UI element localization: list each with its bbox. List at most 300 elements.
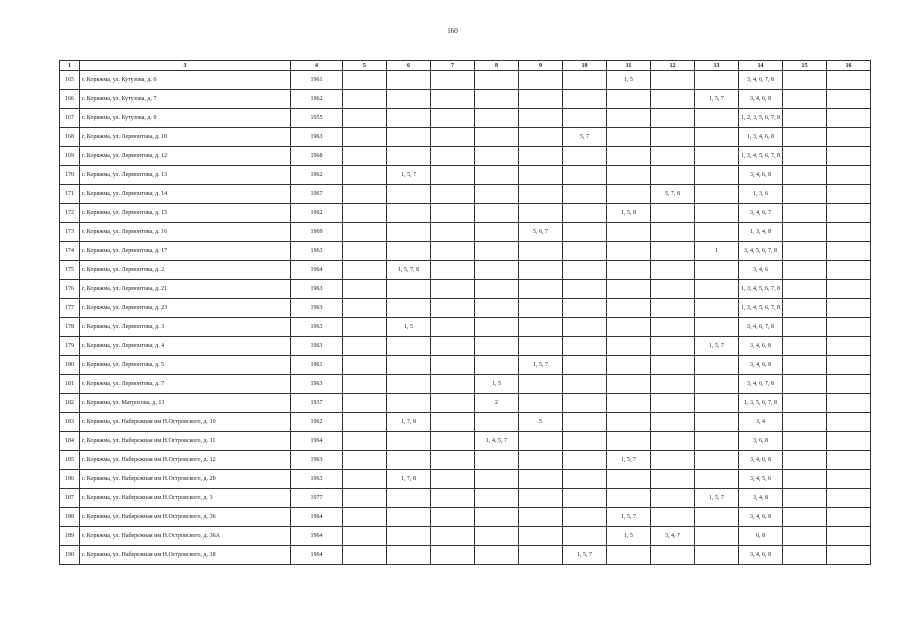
table-cell xyxy=(695,470,739,489)
table-cell xyxy=(475,128,519,147)
table-row xyxy=(60,242,871,261)
table-cell xyxy=(519,204,563,223)
table-cell: 1, 5, 7 xyxy=(607,451,651,470)
table-cell xyxy=(651,394,695,413)
table-cell xyxy=(695,318,739,337)
row-number-cell: 174 xyxy=(60,242,80,261)
table-cell xyxy=(651,451,695,470)
table-cell xyxy=(783,71,827,90)
table-cell xyxy=(827,318,871,337)
row-number-cell: 189 xyxy=(60,527,80,546)
row-number-cell: 168 xyxy=(60,128,80,147)
table-cell xyxy=(651,318,695,337)
table-cell xyxy=(651,109,695,128)
table-cell xyxy=(563,204,607,223)
table-cell: 3, 6, 8 xyxy=(739,432,783,451)
table-cell: 1, 5 xyxy=(607,527,651,546)
table-cell xyxy=(607,147,651,166)
table-cell: 1, 5, 7 xyxy=(387,166,431,185)
table-row xyxy=(60,489,871,508)
table-cell xyxy=(783,147,827,166)
table-cell: 1, 3, 4, 6, 8 xyxy=(739,128,783,147)
address-cell: г. Коряжма, ул. Набережная им Н.Островского, д. 12 xyxy=(80,451,291,470)
table-cell xyxy=(343,185,387,204)
table-cell xyxy=(475,147,519,166)
year-cell: 1964 xyxy=(291,508,343,527)
table-cell xyxy=(431,470,475,489)
table-cell xyxy=(827,223,871,242)
table-cell xyxy=(651,337,695,356)
table-row xyxy=(60,470,871,489)
table-cell xyxy=(607,413,651,432)
table-cell xyxy=(695,299,739,318)
table-cell xyxy=(343,432,387,451)
table-cell xyxy=(475,299,519,318)
table-cell: 1, 7, 8 xyxy=(387,413,431,432)
column-header: 14 xyxy=(739,61,783,71)
address-cell: г. Коряжма, ул. Набережная им Н.Островского, д. 36 xyxy=(80,508,291,527)
table-cell xyxy=(387,356,431,375)
table-cell xyxy=(651,147,695,166)
year-cell: 1964 xyxy=(291,261,343,280)
table-cell xyxy=(695,185,739,204)
table-cell xyxy=(387,223,431,242)
table-cell xyxy=(827,470,871,489)
table-cell xyxy=(475,71,519,90)
table-cell xyxy=(783,451,827,470)
table-cell xyxy=(783,280,827,299)
table-cell xyxy=(695,451,739,470)
table-cell xyxy=(431,166,475,185)
table-cell xyxy=(563,90,607,109)
table-cell: 5, 7 xyxy=(563,128,607,147)
table-cell xyxy=(519,280,563,299)
table-cell xyxy=(519,109,563,128)
table-cell xyxy=(519,508,563,527)
table-cell xyxy=(695,261,739,280)
table-cell xyxy=(563,375,607,394)
table-cell xyxy=(431,432,475,451)
table-cell xyxy=(783,508,827,527)
table-row xyxy=(60,109,871,128)
table-cell: 3, 4, 6, 7, 8 xyxy=(739,318,783,337)
table-cell: 1, 3, 5, 6, 7, 8 xyxy=(739,394,783,413)
table-row xyxy=(60,375,871,394)
row-number-cell: 165 xyxy=(60,71,80,90)
table-cell xyxy=(475,489,519,508)
table-cell xyxy=(607,185,651,204)
table-cell xyxy=(343,109,387,128)
table-cell xyxy=(607,337,651,356)
table-cell xyxy=(519,375,563,394)
year-cell: 1962 xyxy=(291,166,343,185)
table-row xyxy=(60,413,871,432)
table-cell xyxy=(343,223,387,242)
year-cell: 1963 xyxy=(291,451,343,470)
table-cell xyxy=(783,337,827,356)
address-cell: г. Коряжма, ул. Набережная им Н.Островского, д. 36А xyxy=(80,527,291,546)
year-cell: 1962 xyxy=(291,90,343,109)
table-cell xyxy=(651,223,695,242)
table-cell xyxy=(651,204,695,223)
year-cell: 1963 xyxy=(291,280,343,299)
table-cell xyxy=(827,299,871,318)
table-cell xyxy=(827,451,871,470)
table-cell xyxy=(827,90,871,109)
table-cell xyxy=(475,527,519,546)
table-cell xyxy=(387,242,431,261)
table-cell xyxy=(387,375,431,394)
table-cell xyxy=(431,375,475,394)
table-cell xyxy=(387,204,431,223)
table-cell xyxy=(827,242,871,261)
page-number: 160 xyxy=(447,27,458,35)
table-cell: 3, 4, 6, 8 xyxy=(739,451,783,470)
row-number-cell: 185 xyxy=(60,451,80,470)
address-cell: г. Коряжма, ул. Лермонтова, д. 7 xyxy=(80,375,291,394)
table-cell xyxy=(563,413,607,432)
table-cell xyxy=(431,242,475,261)
table-cell: 3, 4, 5, 6 xyxy=(739,470,783,489)
table-cell xyxy=(563,71,607,90)
table-cell xyxy=(387,109,431,128)
table-cell: 3, 4 xyxy=(739,413,783,432)
column-header: 12 xyxy=(651,61,695,71)
table-cell xyxy=(519,527,563,546)
column-header: 6 xyxy=(387,61,431,71)
table-cell xyxy=(607,242,651,261)
table-cell xyxy=(431,280,475,299)
address-cell: г. Коряжма, ул. Лермонтова, д. 16 xyxy=(80,223,291,242)
table-cell xyxy=(827,356,871,375)
column-header: 15 xyxy=(783,61,827,71)
table-cell xyxy=(695,546,739,565)
address-cell: г. Коряжма, ул. Кутузова, д. 6 xyxy=(80,71,291,90)
table-cell xyxy=(343,128,387,147)
table-cell: 3, 4, 6, 8 xyxy=(739,90,783,109)
table-cell xyxy=(783,242,827,261)
table-cell xyxy=(607,90,651,109)
table-cell: 3, 4, 6 xyxy=(739,261,783,280)
table-cell xyxy=(475,470,519,489)
table-cell xyxy=(475,223,519,242)
address-cell: г. Коряжма, ул. Лермонтова, д. 14 xyxy=(80,185,291,204)
table-cell xyxy=(651,128,695,147)
table-cell: 1, 5, 8 xyxy=(607,204,651,223)
row-number-cell: 187 xyxy=(60,489,80,508)
table-cell xyxy=(563,242,607,261)
column-header: 9 xyxy=(519,61,563,71)
row-number-cell: 190 xyxy=(60,546,80,565)
table-cell: 1, 5, 7 xyxy=(519,356,563,375)
table-cell xyxy=(475,109,519,128)
row-number-cell: 180 xyxy=(60,356,80,375)
address-cell: г. Коряжма, ул. Лермонтова, д. 12 xyxy=(80,147,291,166)
address-cell: г. Коряжма, ул. Кутузова, д. 7 xyxy=(80,90,291,109)
table-cell xyxy=(783,356,827,375)
table-row xyxy=(60,337,871,356)
table-cell xyxy=(475,451,519,470)
table-cell xyxy=(651,90,695,109)
table-cell xyxy=(475,242,519,261)
table-cell xyxy=(343,166,387,185)
table-cell xyxy=(783,527,827,546)
table-cell: 3, 4, 6, 8 xyxy=(739,166,783,185)
table-cell xyxy=(607,318,651,337)
table-cell: 3, 4, 7 xyxy=(651,527,695,546)
table-cell xyxy=(431,90,475,109)
table-cell: 3, 4, 6, 8 xyxy=(739,337,783,356)
table-cell xyxy=(431,546,475,565)
table-cell xyxy=(695,527,739,546)
table-cell: 1, 3, 4, 8 xyxy=(739,223,783,242)
year-cell: 1967 xyxy=(291,185,343,204)
table-cell xyxy=(695,413,739,432)
table-cell: 1, 5, 7 xyxy=(695,337,739,356)
table-cell xyxy=(431,71,475,90)
table-cell xyxy=(651,375,695,394)
table-cell xyxy=(431,508,475,527)
table-cell xyxy=(563,261,607,280)
table-cell xyxy=(431,128,475,147)
table-cell xyxy=(783,109,827,128)
address-cell: г. Коряжма, ул. Кутузова, д. 9 xyxy=(80,109,291,128)
table-cell xyxy=(343,337,387,356)
table-cell: 1, 5, 7 xyxy=(563,546,607,565)
table-cell xyxy=(475,261,519,280)
table-cell xyxy=(695,394,739,413)
table-cell xyxy=(651,166,695,185)
table-cell: 1, 5, 7 xyxy=(607,508,651,527)
table-cell xyxy=(695,375,739,394)
table-cell xyxy=(387,508,431,527)
column-header: 7 xyxy=(431,61,475,71)
address-cell: г. Коряжма, ул. Набережная им Н.Островского, д. 11 xyxy=(80,432,291,451)
table-cell xyxy=(387,337,431,356)
table-cell xyxy=(431,394,475,413)
address-cell: г. Коряжма, ул. Лермонтова, д. 15 xyxy=(80,204,291,223)
table-cell xyxy=(519,299,563,318)
table-cell xyxy=(519,90,563,109)
table-cell xyxy=(651,356,695,375)
year-cell: 1963 xyxy=(291,299,343,318)
table-cell xyxy=(431,527,475,546)
column-header: 16 xyxy=(827,61,871,71)
table-cell xyxy=(343,527,387,546)
table-row xyxy=(60,394,871,413)
address-cell: г. Коряжма, ул. Лермонтова, д. 13 xyxy=(80,166,291,185)
table-cell xyxy=(519,337,563,356)
table-cell: 5, 7, 8 xyxy=(651,185,695,204)
table-cell: 1, 7, 8 xyxy=(387,470,431,489)
table-cell: 3, 4, 6, 8 xyxy=(739,546,783,565)
table-cell xyxy=(431,318,475,337)
table-cell xyxy=(563,299,607,318)
table-cell xyxy=(695,356,739,375)
table-row xyxy=(60,185,871,204)
row-number-cell: 170 xyxy=(60,166,80,185)
column-header: 8 xyxy=(475,61,519,71)
table-cell: 2 xyxy=(475,394,519,413)
table-cell xyxy=(387,546,431,565)
table-cell xyxy=(343,280,387,299)
table-cell xyxy=(783,318,827,337)
table-cell xyxy=(475,185,519,204)
column-header: 4 xyxy=(291,61,343,71)
table-cell: 3, 4, 6, 7, 8 xyxy=(739,71,783,90)
address-cell: г. Коряжма, ул. Набережная им Н.Островского, д. 10 xyxy=(80,413,291,432)
table-cell xyxy=(475,546,519,565)
table-cell xyxy=(563,147,607,166)
table-cell xyxy=(607,489,651,508)
table-cell xyxy=(563,451,607,470)
row-number-cell: 182 xyxy=(60,394,80,413)
table-row xyxy=(60,204,871,223)
table-cell xyxy=(651,489,695,508)
table-cell: 3, 4, 5, 6, 7, 8 xyxy=(739,242,783,261)
table-cell xyxy=(343,90,387,109)
table-cell xyxy=(519,242,563,261)
table-cell xyxy=(343,413,387,432)
address-cell: г. Коряжма, ул. Набережная им Н.Островского, д. 3 xyxy=(80,489,291,508)
table-cell xyxy=(783,185,827,204)
table-cell xyxy=(519,489,563,508)
address-cell: г. Коряжма, ул. Лермонтова, д. 17 xyxy=(80,242,291,261)
year-cell: 1963 xyxy=(291,337,343,356)
row-number-cell: 186 xyxy=(60,470,80,489)
row-number-cell: 172 xyxy=(60,204,80,223)
table-cell xyxy=(431,223,475,242)
table-cell xyxy=(387,128,431,147)
table-cell xyxy=(563,109,607,128)
table-cell xyxy=(607,166,651,185)
year-cell: 1937 xyxy=(291,394,343,413)
table-cell xyxy=(651,280,695,299)
table-cell xyxy=(519,185,563,204)
address-cell: г. Коряжма, ул. Набережная им Н.Островского, д. 20 xyxy=(80,470,291,489)
table-cell: 5 xyxy=(519,413,563,432)
table-cell xyxy=(695,432,739,451)
row-number-cell: 181 xyxy=(60,375,80,394)
table-cell xyxy=(783,261,827,280)
table-cell xyxy=(431,451,475,470)
row-number-cell: 183 xyxy=(60,413,80,432)
table-header-row xyxy=(60,61,871,71)
table-row xyxy=(60,71,871,90)
table-cell xyxy=(431,489,475,508)
table-body xyxy=(60,71,871,565)
address-cell: г. Коряжма, ул. Лермонтова, д. 5 xyxy=(80,356,291,375)
table-cell xyxy=(519,71,563,90)
year-cell: 1968 xyxy=(291,147,343,166)
table-cell xyxy=(563,527,607,546)
table-cell: 3, 4, 8 xyxy=(739,489,783,508)
table-row xyxy=(60,299,871,318)
table-cell xyxy=(431,413,475,432)
table-cell xyxy=(783,166,827,185)
table-cell xyxy=(651,546,695,565)
table-cell xyxy=(695,128,739,147)
table-cell xyxy=(651,432,695,451)
table-cell xyxy=(827,147,871,166)
table-cell xyxy=(343,489,387,508)
table-cell: 1, 5 xyxy=(607,71,651,90)
buildings-table xyxy=(59,60,871,565)
year-cell: 1977 xyxy=(291,489,343,508)
row-number-cell: 176 xyxy=(60,280,80,299)
table-cell: 1, 3, 4, 5, 6, 7, 8 xyxy=(739,299,783,318)
table-cell xyxy=(343,356,387,375)
table-cell xyxy=(607,546,651,565)
year-cell: 1963 xyxy=(291,318,343,337)
table-cell xyxy=(563,489,607,508)
table-row xyxy=(60,90,871,109)
table-cell xyxy=(475,280,519,299)
table-cell xyxy=(563,470,607,489)
year-cell: 1963 xyxy=(291,242,343,261)
table-cell xyxy=(695,109,739,128)
table-cell xyxy=(827,546,871,565)
table-cell xyxy=(695,166,739,185)
table-cell: 1, 2, 3, 5, 6, 7, 8 xyxy=(739,109,783,128)
row-number-cell: 166 xyxy=(60,90,80,109)
year-cell: 1955 xyxy=(291,109,343,128)
table-cell xyxy=(519,470,563,489)
table-cell xyxy=(343,546,387,565)
table-cell xyxy=(431,147,475,166)
table-cell xyxy=(563,356,607,375)
table-cell xyxy=(519,128,563,147)
table-cell xyxy=(827,489,871,508)
table-cell xyxy=(783,489,827,508)
table-cell xyxy=(827,128,871,147)
table-cell xyxy=(343,242,387,261)
table-cell: 1, 5 xyxy=(387,318,431,337)
table-row xyxy=(60,546,871,565)
row-number-cell: 173 xyxy=(60,223,80,242)
address-cell: г. Коряжма, ул. Лермонтова, д. 2 xyxy=(80,261,291,280)
table-cell xyxy=(827,394,871,413)
table-cell: 6, 8 xyxy=(739,527,783,546)
table-cell xyxy=(827,166,871,185)
table-cell xyxy=(387,394,431,413)
table-row xyxy=(60,432,871,451)
table-cell xyxy=(695,508,739,527)
year-cell: 1963 xyxy=(291,128,343,147)
table-cell xyxy=(343,451,387,470)
table-cell xyxy=(827,261,871,280)
table-cell: 1, 5, 7 xyxy=(695,489,739,508)
table-row xyxy=(60,451,871,470)
table-cell xyxy=(783,470,827,489)
year-cell: 1962 xyxy=(291,413,343,432)
column-header: 13 xyxy=(695,61,739,71)
table-cell xyxy=(695,223,739,242)
table-cell xyxy=(519,451,563,470)
table-cell: 1, 3, 4, 5, 6, 7, 8 xyxy=(739,280,783,299)
table-cell xyxy=(387,71,431,90)
table-cell xyxy=(387,432,431,451)
table-cell xyxy=(387,299,431,318)
table-cell xyxy=(519,394,563,413)
table-cell xyxy=(827,204,871,223)
table-cell xyxy=(431,204,475,223)
table-cell xyxy=(563,337,607,356)
table-cell xyxy=(343,261,387,280)
table-cell xyxy=(563,185,607,204)
year-cell: 1961 xyxy=(291,71,343,90)
table-cell xyxy=(827,508,871,527)
